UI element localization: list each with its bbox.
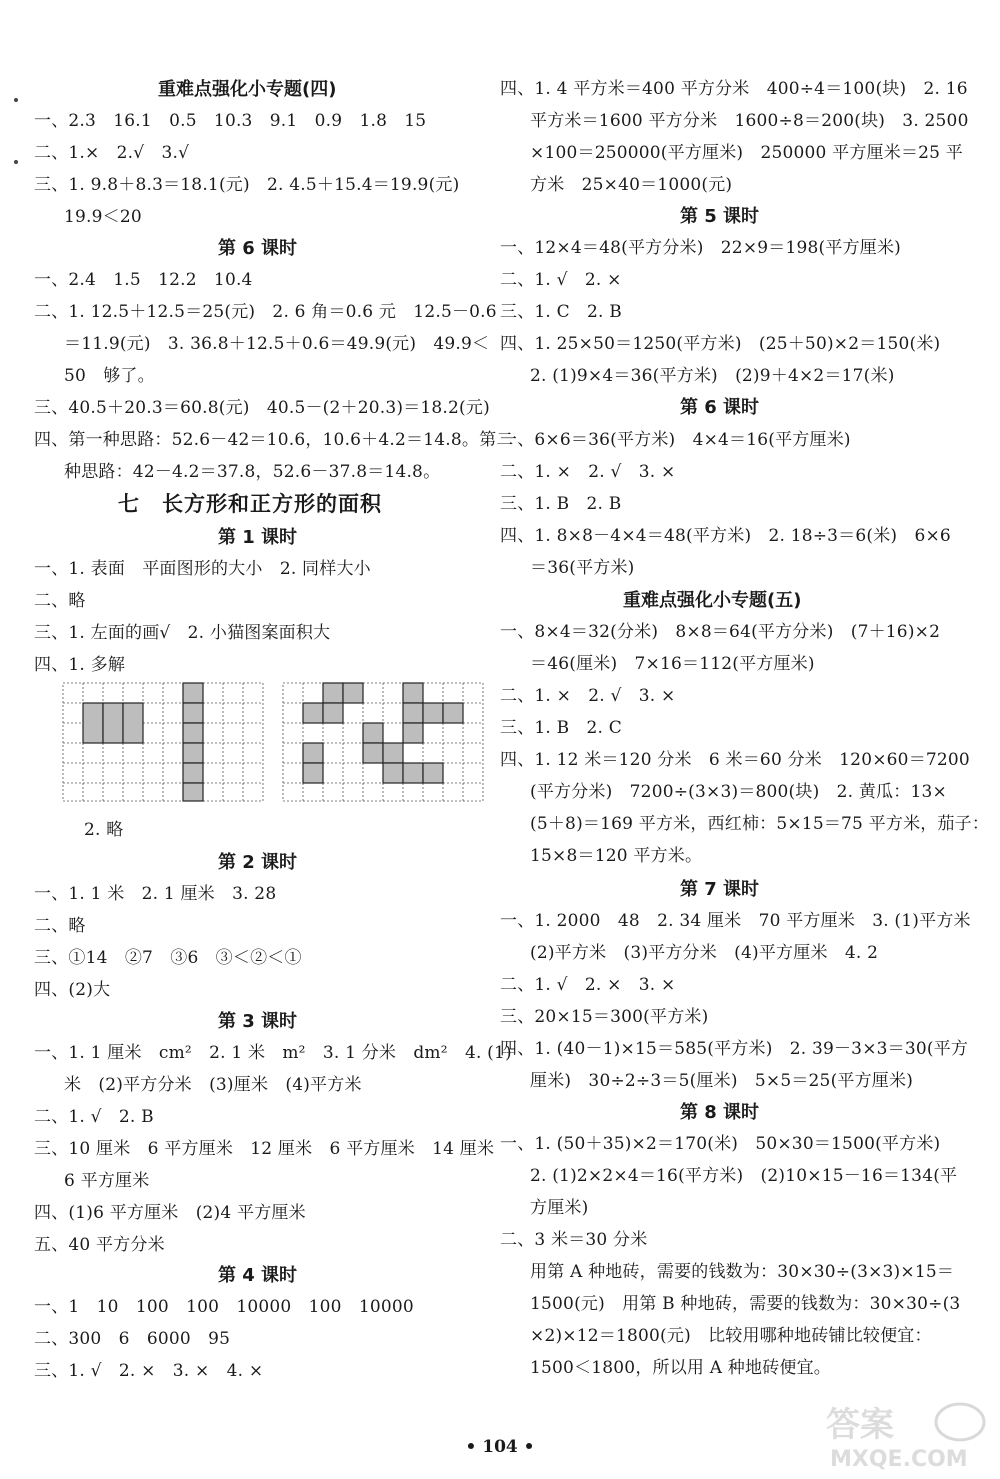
section-heading-4: 重难点强化小专题(四) <box>158 79 337 100</box>
answer-line: (平方分米) 7200÷(3×3)＝800(块) 2. 黄瓜：13× <box>530 782 947 802</box>
answer-line: 三、1. B 2. C <box>500 718 622 738</box>
answer-line: 二、1. 12.5＋12.5＝25(元) 2. 6 角＝0.6 元 12.5－0.6 <box>34 302 497 322</box>
answer-line: 四、第一种思路：52.6－42＝10.6，10.6＋4.2＝14.8。第二 <box>34 430 514 450</box>
answer-line: 厘米) 30÷2÷3＝5(厘米) 5×5＝25(平方厘米) <box>530 1071 914 1091</box>
svg-text:MXQE.COM: MXQE.COM <box>830 1447 968 1472</box>
answer-line: 五、40 平方分米 <box>34 1235 165 1255</box>
right-shaded-cells <box>303 683 463 783</box>
answer-line: (2)平方米 (3)平方分米 (4)平方厘米 4. 2 <box>530 943 879 963</box>
answer-line: 1500＜1800，所以用 A 种地砖便宜。 <box>530 1358 832 1378</box>
lesson-heading: 第 2 课时 <box>218 852 298 873</box>
answer-line: (5＋8)＝169 平方米，西红柿：5×15＝75 平方米，茄子： <box>530 814 990 834</box>
answer-line: 三、1. 左面的画√ 2. 小猫图案面积大 <box>34 623 331 643</box>
lesson-heading: 第 3 课时 <box>218 1011 298 1032</box>
lesson-heading: 第 5 课时 <box>680 206 760 227</box>
answer-line: 二、1. √ 2. × 3. × <box>500 975 676 995</box>
answer-line: 三、40.5＋20.3＝60.8(元) 40.5－(2＋20.3)＝18.2(元) <box>34 398 490 418</box>
lesson-heading: 第 8 课时 <box>680 1102 760 1123</box>
answer-line: ＝36(平方米) <box>530 558 635 578</box>
lesson-heading: 第 4 课时 <box>218 1265 298 1286</box>
answer-line: 6 平方厘米 <box>64 1171 150 1191</box>
answer-line: 50 够了。 <box>64 366 155 386</box>
answer-line: 三、1. 9.8＋8.3＝18.1(元) 2. 4.5＋15.4＝19.9(元) <box>34 175 460 195</box>
answer-line: 三、20×15＝300(平方米) <box>500 1007 709 1027</box>
answer-line: 方厘米) <box>530 1198 589 1218</box>
answer-line: 2. 略 <box>84 820 124 840</box>
lesson-heading: 第 6 课时 <box>218 238 298 259</box>
answer-line: 用第 A 种地砖，需要的钱数为：30×30÷(3×3)×15＝ <box>530 1262 955 1282</box>
answer-line: 四、(1)6 平方厘米 (2)4 平方厘米 <box>34 1203 306 1223</box>
answer-line: 三、1. B 2. B <box>500 494 622 514</box>
watermark-logo <box>820 1400 990 1472</box>
answer-line: 种思路：42－4.2＝37.8，52.6－37.8＝14.8。 <box>64 462 441 482</box>
answer-line: 四、1. 4 平方米＝400 平方分米 400÷4＝100(块) 2. 16 <box>500 79 968 99</box>
answer-line: 一、1. 2000 48 2. 34 厘米 70 平方厘米 3. (1)平方米 <box>500 911 971 931</box>
answer-line: 一、12×4＝48(平方分米) 22×9＝198(平方厘米) <box>500 238 901 258</box>
answer-line: 平方米＝1600 平方分米 1600÷8＝200(块) 3. 2500 <box>530 111 969 131</box>
answer-line: ＝46(厘米) 7×16＝112(平方厘米) <box>530 654 815 674</box>
answer-line: 二、1. √ 2. × <box>500 270 622 290</box>
svg-text:答案: 答案 <box>826 1405 894 1445</box>
answer-line: 四、(2)大 <box>34 980 111 1000</box>
answer-line: 19.9＜20 <box>64 207 142 227</box>
answer-line: 二、1.× 2.√ 3.√ <box>34 143 190 163</box>
answer-line: 米 (2)平方分米 (3)厘米 (4)平方米 <box>64 1075 362 1095</box>
answer-line: 四、1. 25×50＝1250(平方米) (25＋50)×2＝150(米) <box>500 334 941 354</box>
answer-line: 三、①14 ②7 ③6 ③＜②＜① <box>34 948 302 968</box>
answer-line: 一、1. (50＋35)×2＝170(米) 50×30＝1500(平方米) <box>500 1134 941 1154</box>
area-grid-figure <box>60 680 490 805</box>
answer-line: 四、1. 8×8－4×4＝48(平方米) 2. 18÷3＝6(米) 6×6 <box>500 526 951 546</box>
answer-line: 2. (1)2×2×4＝16(平方米) (2)10×15－16＝134(平 <box>530 1166 958 1186</box>
page-number: • 104 • <box>465 1437 535 1457</box>
answer-line: 二、略 <box>34 916 86 936</box>
answer-line: 二、3 米＝30 分米 <box>500 1230 648 1250</box>
answer-line: 二、略 <box>34 591 86 611</box>
answer-line: ×100＝250000(平方厘米) 250000 平方厘米＝25 平 <box>530 143 963 163</box>
answer-line: 方米 25×40＝1000(元) <box>530 175 733 195</box>
answer-line: 四、1. 多解 <box>34 655 126 675</box>
section-heading-5: 重难点强化小专题(五) <box>623 590 802 611</box>
answer-line: ＝11.9(元) 3. 36.8＋12.5＋0.6＝49.9(元) 49.9＜ <box>64 334 490 354</box>
answer-line: 四、1. 12 米＝120 分米 6 米＝60 分米 120×60＝7200 <box>500 750 970 770</box>
margin-dot <box>14 160 18 164</box>
answer-line: 一、1 10 100 100 10000 100 10000 <box>34 1297 414 1317</box>
answer-line: 一、2.4 1.5 12.2 10.4 <box>34 270 253 290</box>
lesson-heading: 第 1 课时 <box>218 527 298 548</box>
answer-line: 2. (1)9×4＝36(平方米) (2)9＋4×2＝17(米) <box>530 366 895 386</box>
answer-line: 二、300 6 6000 95 <box>34 1329 231 1349</box>
answer-line: 15×8＝120 平方米。 <box>530 846 703 866</box>
chapter-title: 七 长方形和正方形的面积 <box>118 492 382 516</box>
answer-line: 四、1. (40－1)×15＝585(平方米) 2. 39－3×3＝30(平方 <box>500 1039 969 1059</box>
answer-line: 一、2.3 16.1 0.5 10.3 9.1 0.9 1.8 15 <box>34 111 427 131</box>
lesson-heading: 第 7 课时 <box>680 879 760 900</box>
answer-line: 一、1. 表面 平面图形的大小 2. 同样大小 <box>34 559 371 579</box>
answer-line: 三、1. √ 2. × 3. × 4. × <box>34 1361 264 1381</box>
answer-line: 二、1. × 2. √ 3. × <box>500 686 676 706</box>
answer-line: 三、1. C 2. B <box>500 302 622 322</box>
answer-line: ×2)×12＝1800(元) 比较用哪种地砖铺比较便宜： <box>530 1326 932 1346</box>
answer-line: 1500(元) 用第 B 种地砖，需要的钱数为：30×30÷(3 <box>530 1294 961 1314</box>
answer-line: 一、1. 1 厘米 cm² 2. 1 米 m² 3. 1 分米 dm² 4. (1) <box>34 1043 512 1063</box>
margin-dot <box>14 98 18 102</box>
answer-line: 一、6×6＝36(平方米) 4×4＝16(平方厘米) <box>500 430 851 450</box>
answer-line: 三、10 厘米 6 平方厘米 12 厘米 6 平方厘米 14 厘米 <box>34 1139 495 1159</box>
answer-line: 二、1. √ 2. B <box>34 1107 154 1127</box>
lesson-heading: 第 6 课时 <box>680 397 760 418</box>
answer-line: 一、1. 1 米 2. 1 厘米 3. 28 <box>34 884 277 904</box>
answer-line: 二、1. × 2. √ 3. × <box>500 462 676 482</box>
answer-line: 一、8×4＝32(分米) 8×8＝64(平方分米) (7＋16)×2 <box>500 622 941 642</box>
